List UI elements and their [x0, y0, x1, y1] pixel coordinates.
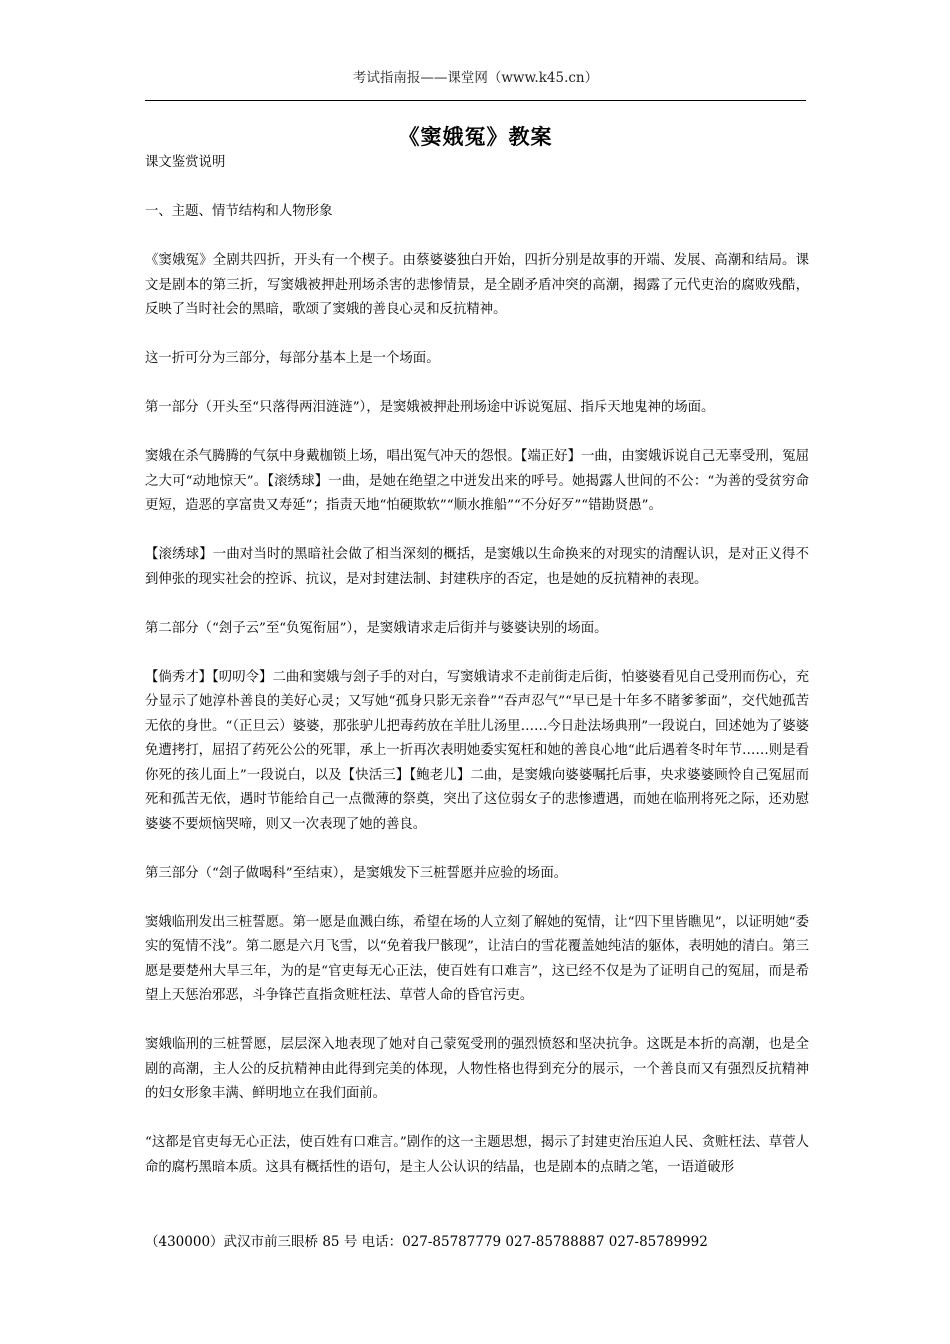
page-footer: （430000）武汉市前三眼桥 85 号 电话：027-85787779 027-85788887 027-85789992	[145, 1234, 708, 1250]
document-body	[145, 151, 809, 1180]
paragraph-section-label: 课文鉴赏说明	[145, 155, 226, 170]
paragraph: 《窦娥冤》全剧共四折，开头有一个楔子。由蔡婆婆独白开始，四折分别是故事的开端、发展、高潮和结局。课文是剧本的第三折，写窦娥被押赴刑场杀害的悲惨情景，是全剧矛盾冲突的高潮，揭露了元代吏治的腐败残酷，反映了当时社会的黑暗，歌颂了窦娥的善良心灵和反抗精神。	[145, 253, 809, 317]
paragraph: 窦娥在杀气腾腾的气氛中身戴枷锁上场，唱出冤气冲天的怨恨。【端正好】一曲，由窦娥诉说自己无辜受刑，冤屈之大可“动地惊天”。【滚绣球】一曲，是她在绝望之中迸发出来的呼号。她揭露人世间的不公：“为善的受贫穷命更短，造恶的享富贵又寿延”；指责天地“怕硬欺软”“顺水推船”“不分好歹”“错勘贤愚”。	[145, 449, 809, 513]
document-title: 《窦娥冤》教案	[398, 124, 553, 149]
paragraph: 【倘秀才】【叨叨令】二曲和窦娥与刽子手的对白，写窦娥请求不走前街走后街，怕婆婆看见自己受刑而伤心，充分显示了她淳朴善良的美好心灵；又写她“孤身只影无亲眷”“吞声忍气”“早已是十年多不睹爹爹面”，交代她孤苦无依的身世。“（正旦云）婆婆，那张驴儿把毒药放在羊肚儿汤里……今日赴法场典刑”一段说白，回述她为了婆婆免遭拷打，屈招了药死公公的死罪，承上一折再次表明她委实冤枉和她的善良心地“此后遇着冬时年节……则是看你死的孩儿面上”一段说白，以及【快活三】【鲍老儿】二曲，是窦娥向婆婆嘱托后事，央求婆婆顾怜自己冤屈而死和孤苦无依，遇时节能给自己一点微薄的祭奠，突出了这位弱女子的悲惨遭遇，而她在临刑将死之际，还劝慰婆婆不要烦恼哭啼，则又一次表现了她的善良。	[145, 669, 809, 832]
paragraph: 【滚绣球】一曲对当时的黑暗社会做了相当深刻的概括，是窦娥以生命换来的对现实的清醒认识，是对正义得不到伸张的现实社会的控诉、抗议，是对封建法制、封建秩序的否定，也是她的反抗精神的表现。	[145, 547, 809, 587]
page-header: 考试指南报——课堂网（www.k45.cn）	[352, 70, 599, 86]
paragraph: “这都是官吏每无心正法，使百姓有口难言。”剧作的这一主题思想，揭示了封建吏治压迫人民、贪赃枉法、草菅人命的腐朽黑暗本质。这具有概括性的语句，是主人公认识的结晶，也是剧本的点睛之笔，一语道破形	[145, 1135, 809, 1175]
paragraph: 窦娥临刑发出三桩誓愿。第一愿是血溅白练，希望在场的人立刻了解她的冤情，让“四下里皆瞧见”，以证明她“委实的冤情不浅”。第二愿是六月飞雪，以“免着我尸骸现”，让洁白的雪花覆盖她纯洁的躯体，表明她的清白。第三愿是要楚州大旱三年，为的是“官吏每无心正法，使百姓有口难言”，这已经不仅是为了证明自己的冤屈，而是希望上天惩治邪恶，斗争锋芒直指贪赃枉法、草菅人命的昏官污吏。	[145, 914, 809, 1003]
paragraph: 第三部分（“刽子做喝科”至结束），是窦娥发下三桩誓愿并应验的场面。	[145, 865, 568, 881]
header-divider	[145, 100, 806, 101]
paragraph-heading: 一、主题、情节结构和人物形象	[145, 204, 333, 219]
paragraph: 这一折可分为三部分，每部分基本上是一个场面。	[145, 351, 440, 366]
paragraph: 第二部分（“刽子云”至“负冤衔屈”），是窦娥请求走后街并与婆婆诀别的场面。	[145, 620, 608, 636]
paragraph: 第一部分（开头至“只落得两泪涟涟”），是窦娥被押赴刑场途中诉说冤屈、指斥天地鬼神的场面。	[145, 400, 715, 415]
paragraph: 窦娥临刑的三桩誓愿，层层深入地表现了她对自己蒙冤受刑的强烈愤怒和坚决抗争。这既是本折的高潮，也是全剧的高潮，主人公的反抗精神由此得到完美的体现，人物性格也得到充分的展示，一个善良而又有强烈反抗精神的妇女形象丰满、鲜明地立在我们面前。	[145, 1037, 809, 1101]
